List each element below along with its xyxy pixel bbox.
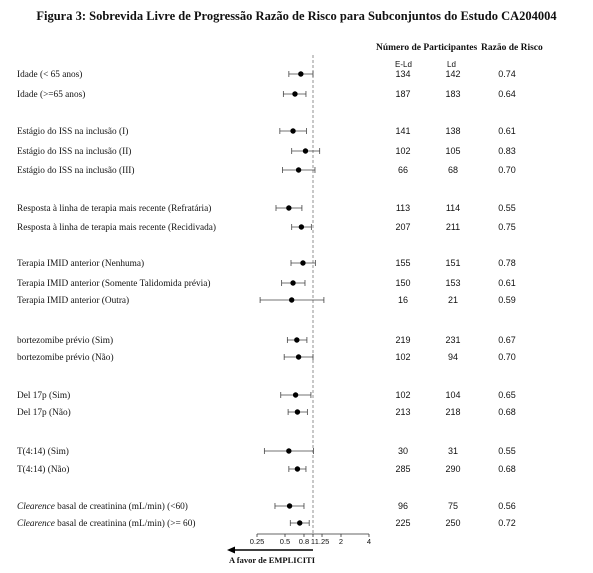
hr-value: 0.65 [498,390,516,400]
row-label [17,352,114,363]
n-group-b: 94 [447,352,459,362]
row-label-text: Estágio do ISS na inclusão (I) [17,127,129,137]
row-label [17,295,129,306]
row-label [17,390,70,401]
n-group-a: 225 [395,518,411,528]
hr-point [290,280,295,285]
x-tick-label: 1 [310,537,316,546]
row-label-text: T(4:14) (Sim) [17,447,69,457]
n-group-b: 104 [445,390,461,400]
row-label [17,146,131,157]
n-group-b: 105 [445,146,461,156]
row-label [17,258,144,269]
n-group-a: 187 [395,89,411,99]
n-group-a: 207 [395,222,411,232]
row-label-text: Estágio do ISS na inclusão (III) [17,166,135,176]
hr-point [295,409,300,414]
x-tick-label: 0.5 [279,537,291,546]
hr-point [298,71,303,76]
chart-title: Figura 3: Sobrevida Livre de Progressão Razão de Risco para Subconjuntos do Estudo CA204004 [36,9,557,23]
row-label [17,501,188,512]
row-label-text: Del 17p (Não) [17,408,71,418]
hr-point [303,148,308,153]
hr-point [300,260,305,265]
row-label [17,89,85,100]
n-group-b: 153 [445,278,461,288]
row-label-text: Estágio do ISS na inclusão (II) [17,147,132,157]
row-label-text: bortezomibe prévio (Não) [17,353,114,363]
n-group-a: 66 [397,165,409,175]
row-label [17,69,82,80]
hr-value: 0.83 [498,146,516,156]
row-label-text: basal de creatinina (mL/min) (<60) [54,502,188,512]
row-label [17,278,210,289]
n-group-b: 21 [447,295,459,305]
hr-point [295,466,300,471]
hr-point [294,337,299,342]
n-group-b: 114 [445,203,461,213]
favor-label: A favor de EMPLICITI [228,555,316,565]
row-label [17,464,69,475]
row-label-text: T(4:14) (Não) [17,465,70,475]
hr-point [292,91,297,96]
participants-header: Número de Participantes [376,43,478,53]
n-group-a: 219 [395,335,411,345]
n-group-b: 31 [447,446,459,456]
n-group-a: 141 [395,126,411,136]
hr-value: 0.68 [498,464,516,474]
hr-point [287,503,292,508]
row-label [17,407,71,418]
hr-value: 0.61 [498,278,516,288]
n-group-b: 211 [445,222,461,232]
row-label-text: Idade (>=65 anos) [17,90,86,100]
x-tick-label: 1.25 [314,537,330,546]
row-label [17,203,211,214]
hr-value: 0.78 [498,258,516,268]
n-group-a: 213 [395,407,411,417]
x-tick-label: 0.25 [249,537,265,546]
hr-value: 0.55 [498,446,516,456]
hr-value: 0.68 [498,407,516,417]
hr-point [286,205,291,210]
n-group-a: 155 [395,258,411,268]
hr-value: 0.70 [498,165,516,175]
n-group-a: 16 [397,295,409,305]
group-b-header: Ld [447,60,456,69]
n-group-a: 30 [397,446,409,456]
hr-value: 0.75 [498,222,516,232]
x-tick-label: 4 [366,537,372,546]
favor-arrow-head [227,547,235,554]
hr-point [299,224,304,229]
hr-value: 0.56 [498,501,516,511]
n-group-b: 68 [447,165,459,175]
row-label-text: Terapia IMID anterior (Outra) [17,296,130,306]
row-label-text: Idade (< 65 anos) [17,70,83,80]
hr-value: 0.55 [498,203,516,213]
hr-value: 0.72 [498,518,516,528]
row-label-text: basal de creatinina (mL/min) (>= 60) [54,519,196,529]
n-group-a: 285 [395,464,411,474]
hr-point [297,520,302,525]
n-group-b: 183 [445,89,461,99]
hr-point [296,354,301,359]
n-group-b: 151 [445,258,461,268]
n-group-a: 113 [395,203,411,213]
row-label-text: Del 17p (Sim) [17,391,71,401]
n-group-b: 290 [445,464,461,474]
hr-value: 0.59 [498,295,516,305]
hr-point [289,297,294,302]
row-label-text: Terapia IMID anterior (Somente Talidomida prévia) [17,279,211,289]
hr-value: 0.70 [498,352,516,362]
n-group-a: 96 [397,501,409,511]
hr-value: 0.64 [498,89,516,99]
hr-value: 0.61 [498,126,516,136]
hr-point [286,448,291,453]
hr-point [296,167,301,172]
n-group-b: 231 [445,335,461,345]
n-group-b: 142 [445,69,461,79]
hr-value: 0.74 [498,69,516,79]
hr-point [290,128,295,133]
n-group-a: 150 [395,278,411,288]
n-group-b: 218 [445,407,461,417]
row-label-text: Resposta à linha de terapia mais recente (Recidivada) [17,223,217,233]
row-label-emphasis: Clearence [17,502,55,512]
x-tick-label: 0.8 [298,537,310,546]
n-group-a: 134 [395,69,411,79]
x-tick-label: 2 [338,537,344,546]
n-group-b: 138 [445,126,461,136]
hazard-ratio-header: Razão de Risco [481,43,543,53]
row-label [17,222,216,233]
row-label [17,126,128,137]
row-label-text: Resposta à linha de terapia mais recente (Refratária) [17,204,212,214]
row-label [17,335,113,346]
n-group-a: 102 [395,146,411,156]
n-group-a: 102 [395,352,411,362]
row-label [17,446,69,457]
row-label-emphasis: Clearence [17,519,55,529]
row-label [17,518,195,529]
row-label-text: Terapia IMID anterior (Nenhuma) [17,259,145,269]
n-group-b: 250 [445,518,461,528]
hr-point [293,392,298,397]
row-label [17,165,134,176]
n-group-a: 102 [395,390,411,400]
group-a-header: E-Ld [395,60,412,69]
n-group-b: 75 [447,501,459,511]
hr-value: 0.67 [498,335,516,345]
row-label-text: bortezomibe prévio (Sim) [17,336,114,346]
